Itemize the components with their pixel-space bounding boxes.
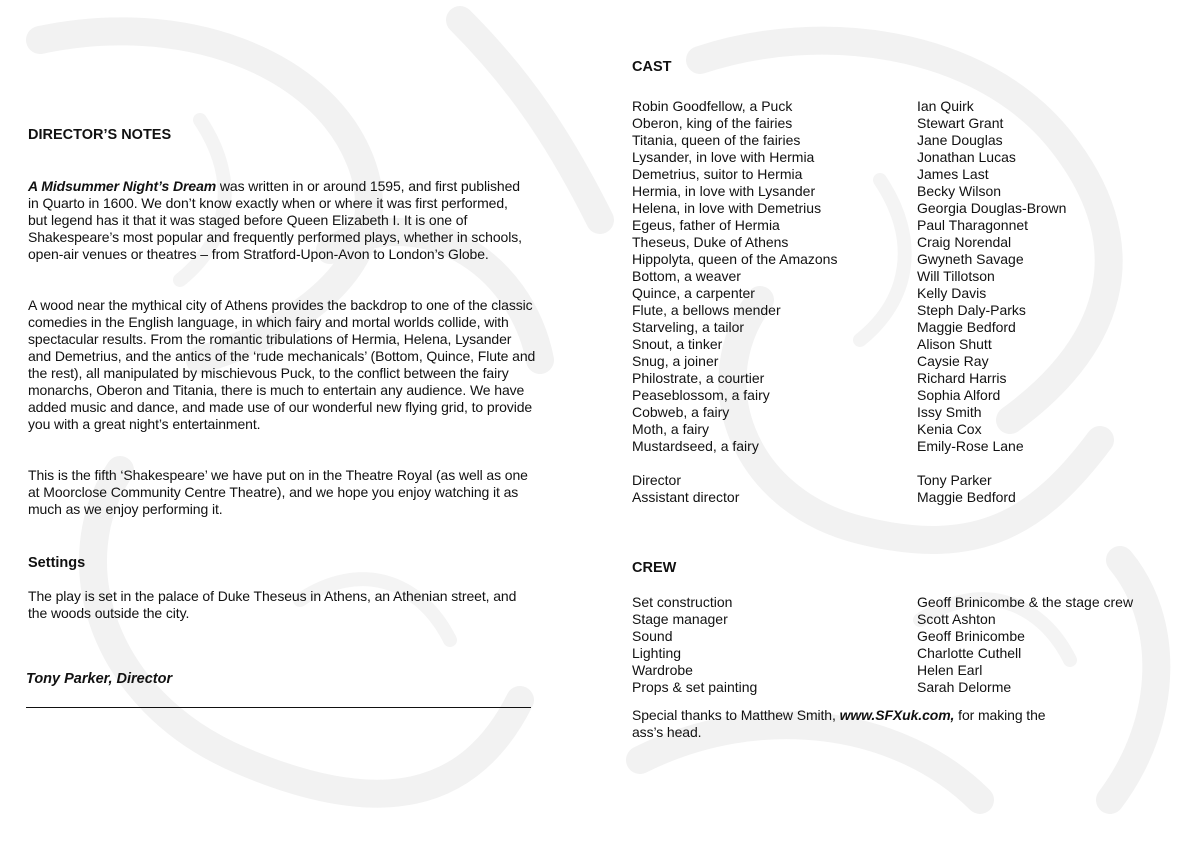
staff-row-role: Director [632, 472, 682, 488]
cast-row-name: Jonathan Lucas [917, 149, 1016, 165]
staff-row [632, 489, 1172, 506]
cast-row [632, 251, 1172, 268]
cast-row [632, 353, 1172, 370]
cast-row-role: Cobweb, a fairy [632, 404, 730, 420]
play-title: A Midsummer Night’s Dream [28, 178, 217, 194]
cast-row-name: Kenia Cox [917, 421, 982, 437]
cast-row-name: Georgia Douglas-Brown [917, 200, 1067, 216]
staff-row-name: Tony Parker [917, 472, 992, 488]
cast-row [632, 387, 1172, 404]
crew-row-role: Wardrobe [632, 662, 693, 678]
cast-row-role: Lysander, in love with Hermia [632, 149, 815, 165]
cast-row-name: Will Tillotson [917, 268, 995, 284]
cast-row-role: Starveling, a tailor [632, 319, 745, 335]
cast-row-name: Caysie Ray [917, 353, 989, 369]
crew-row-role: Set construction [632, 594, 733, 610]
cast-row-role: Snout, a tinker [632, 336, 723, 352]
directors-notes-heading: DIRECTOR’S NOTES [28, 127, 172, 143]
cast-list [632, 98, 1172, 506]
cast-row [632, 268, 1172, 285]
crew-row [632, 645, 1172, 662]
cast-row-name: Jane Douglas [917, 132, 1003, 148]
cast-row-name: Becky Wilson [917, 183, 1002, 199]
cast-row-role: Hermia, in love with Lysander [632, 183, 816, 199]
cast-row [632, 132, 1172, 149]
cast-row-role: Titania, queen of the fairies [632, 132, 801, 148]
director-signature: Tony Parker, Director [26, 671, 173, 687]
synopsis-paragraph: A wood near the mythical city of Athens provides the backdrop to one of the classic comedies in the English language, in which fairy and mortal worlds collide, with spectacular results. From the romantic tribulations of Hermia, Helena, Lysander and Demetrius, and the antics of the ‘rude mechanicals’ (Bottom, Quince, Flute and the rest), all manipulated by mischievous Puck, to the conflict between the fairy monarchs, Oberon and Titania, there is much to entertain any audience. We have added music and dance, and made use of our wonderful new flying grid, to provide you with a great night’s entertainment. [28, 297, 536, 432]
cast-row-role: Quince, a carpenter [632, 285, 755, 301]
crew-row-name: Charlotte Cuthell [917, 645, 1022, 661]
crew-row-role: Sound [632, 628, 673, 644]
cast-row [632, 217, 1172, 234]
cast-row-role: Oberon, king of the fairies [632, 115, 793, 131]
crew-heading: CREW [632, 560, 677, 576]
intro-paragraph [28, 178, 528, 263]
crew-row [632, 662, 1172, 679]
cast-row-name: Steph Daly-Parks [917, 302, 1026, 318]
crew-row-role: Stage manager [632, 611, 728, 627]
cast-row [632, 370, 1172, 387]
crew-row-name: Geoff Brinicombe [917, 628, 1025, 644]
cast-row [632, 115, 1172, 132]
crew-row-name: Geoff Brinicombe & the stage crew [917, 594, 1134, 610]
cast-row [632, 200, 1172, 217]
cast-row-role: Theseus, Duke of Athens [632, 234, 789, 250]
crew-row-name: Scott Ashton [917, 611, 996, 627]
cast-row-name: Sophia Alford [917, 387, 1001, 403]
cast-row [632, 98, 1172, 115]
cast-row [632, 285, 1172, 302]
cast-row [632, 336, 1172, 353]
cast-row-name: Emily-Rose Lane [917, 438, 1024, 454]
staff-row [632, 472, 1172, 489]
cast-row-name: Issy Smith [917, 404, 982, 420]
cast-row-role: Bottom, a weaver [632, 268, 741, 284]
cast-row-name: Maggie Bedford [917, 319, 1016, 335]
cast-row-name: James Last [917, 166, 989, 182]
cast-row [632, 319, 1172, 336]
cast-row-role: Robin Goodfellow, a Puck [632, 98, 793, 114]
cast-row [632, 166, 1172, 183]
cast-row-role: Demetrius, suitor to Hermia [632, 166, 803, 182]
cast-row-name: Ian Quirk [917, 98, 974, 114]
crew-row [632, 594, 1172, 611]
cast-row-role: Hippolyta, queen of the Amazons [632, 251, 838, 267]
crew-row-name: Helen Earl [917, 662, 983, 678]
cast-row [632, 302, 1172, 319]
cast-row-name: Gwyneth Savage [917, 251, 1024, 267]
crew-row-role: Props & set painting [632, 679, 758, 695]
special-thanks [632, 707, 1072, 741]
cast-row-role: Philostrate, a courtier [632, 370, 765, 386]
cast-heading: CAST [632, 59, 672, 75]
crew-row-name: Sarah Delorme [917, 679, 1012, 695]
cast-row-name: Kelly Davis [917, 285, 987, 301]
cast-row-role: Mustardseed, a fairy [632, 438, 759, 454]
cast-row-name: Richard Harris [917, 370, 1007, 386]
cast-row-role: Egeus, father of Hermia [632, 217, 780, 233]
sfx-website: www.SFXuk.com, [839, 707, 955, 723]
cast-row [632, 421, 1172, 438]
cast-row [632, 234, 1172, 251]
cast-row [632, 438, 1172, 455]
cast-row [632, 149, 1172, 166]
crew-row [632, 611, 1172, 628]
crew-row [632, 679, 1172, 696]
cast-row [632, 183, 1172, 200]
settings-paragraph: The play is set in the palace of Duke Theseus in Athens, an Athenian street, and the woods outside the city. [28, 588, 517, 621]
cast-row-role: Helena, in love with Demetrius [632, 200, 822, 216]
cast-row-name: Stewart Grant [917, 115, 1004, 131]
settings-heading: Settings [28, 555, 86, 571]
cast-row-role: Flute, a bellows mender [632, 302, 781, 318]
cast-row-role: Moth, a fairy [632, 421, 710, 437]
cast-spacer [632, 455, 1172, 472]
cast-row-name: Paul Tharagonnet [917, 217, 1029, 233]
crew-list [632, 594, 1172, 696]
history-paragraph: This is the fifth ‘Shakespeare’ we have put on in the Theatre Royal (as well as one at Moorclose Community Centre Theatre), and we hope you enjoy watching it as much as we enjoy performing it. [28, 467, 528, 517]
cast-row-name: Craig Norendal [917, 234, 1012, 250]
cast-row [632, 404, 1172, 421]
crew-row [632, 628, 1172, 645]
crew-row-role: Lighting [632, 645, 682, 661]
cast-row-role: Snug, a joiner [632, 353, 719, 369]
signature-divider [26, 707, 531, 708]
cast-row-role: Peaseblossom, a fairy [632, 387, 770, 403]
staff-row-role: Assistant director [632, 489, 740, 505]
cast-row-name: Alison Shutt [917, 336, 992, 352]
intro-paragraph-text: was written in or around 1595, and first published in Quarto in 1600. We don’t know exactly when or where it was first performed, but legend has it that it was staged before Queen Elizabeth I. It is one of Shakespeare’s most popular and frequently performed plays, whether in schools, open-air venues or theatres – from Stratford-Upon-Avon to London’s Globe. [28, 178, 522, 262]
staff-row-name: Maggie Bedford [917, 489, 1016, 505]
thanks-text-after: for making the ass’s head. [632, 707, 1046, 740]
thanks-text-before: Special thanks to Matthew Smith, [632, 707, 840, 723]
